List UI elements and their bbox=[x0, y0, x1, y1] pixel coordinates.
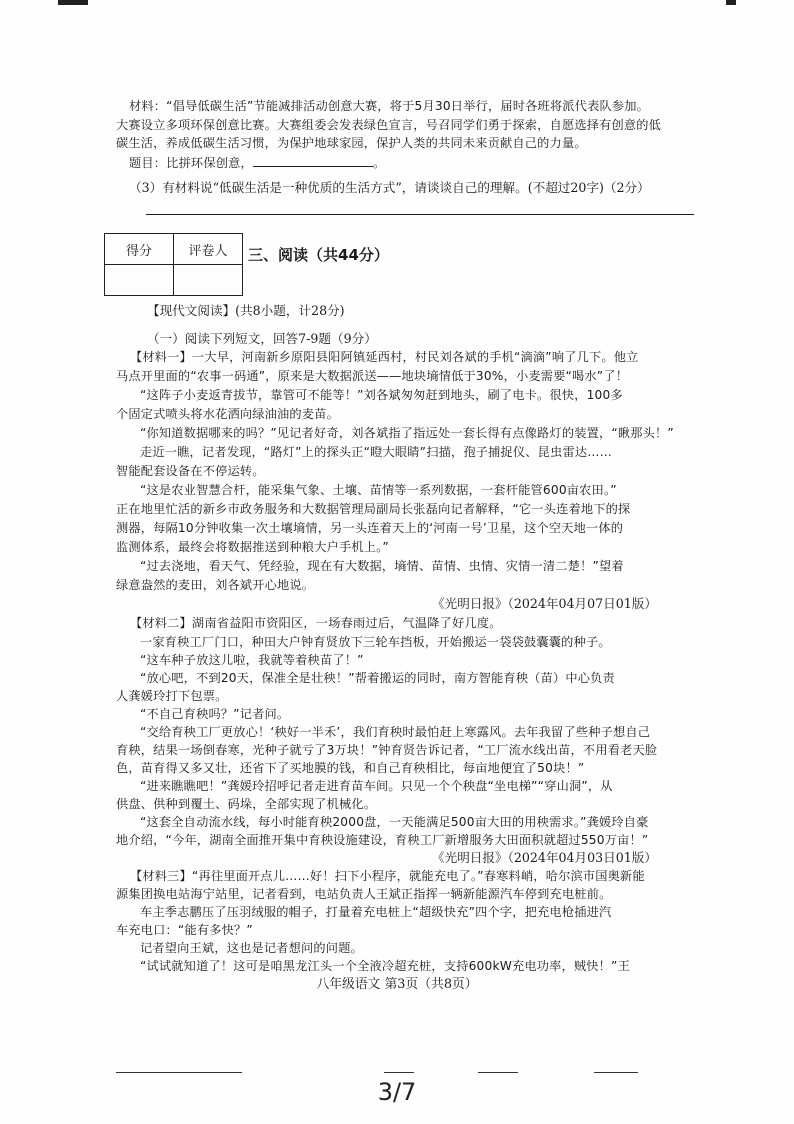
modern-reading-heading: 【现代文阅读】(共8小题，计28分) bbox=[147, 303, 345, 318]
passage-line: 马点开里面的“农事一码通”，原来是大数据派送——地块墒情低于30%，小麦需要“喝水”了！ bbox=[116, 369, 629, 383]
passage-line: 车充电口：“能有多快？” bbox=[116, 923, 253, 937]
passage-line: 人龚媛玲打下包票。 bbox=[116, 689, 228, 703]
passage-line: “你知道数据哪来的吗？”见记者好奇，刘各斌指了指远处一套长得有点像路灯的装置，“瞅那头！” bbox=[140, 426, 674, 440]
passage-line: “进来瞧瞧吧！”龚媛玲招呼记者走进育苗车间。只见一个个秧盘“坐电梯”“穿山洞”，从 bbox=[140, 779, 613, 793]
passage-line: 正在地里忙活的新乡市政务服务和大数据管理局副局长张磊向记者解释，“它一头连着地下的探 bbox=[116, 502, 631, 516]
source-citation: 《光明日报》（2024年04月03日01版） bbox=[432, 850, 657, 865]
passage-line: 源集团换电站海宁站里，记者看到，电站负责人王斌正指挥一辆新能源汽车停到充电桩前。 bbox=[116, 887, 612, 901]
passage-line: 车主季志鹏压了压羽绒服的帽子，打量着充电桩上“超级快充”四个字，把充电枪插进汽 bbox=[140, 905, 612, 919]
page-footer: 八年级语文 第3页（共8页） bbox=[316, 977, 478, 992]
passage-line: “这阵子小麦返青拔节，靠管可不能等！”刘各斌匆匆赶到地头，刷了电卡。很快，100多 bbox=[140, 388, 623, 402]
passage-line: 色，苗育得又多又壮，还省下了买地膜的钱，和自己育秧相比，每亩地便宜了50块！” bbox=[116, 761, 585, 775]
passage-line: 走近一瞧，记者发现，“路灯”上的探头正“瞪大眼睛”扫描，孢子捕捉仪、昆虫雷达…… bbox=[140, 445, 613, 459]
page-counter: 3/7 bbox=[377, 1078, 417, 1106]
passage-line: “这是农业智慧合杆，能采集气象、土壤、苗情等一系列数据，一套杆能管600亩农田。” bbox=[140, 483, 617, 497]
passage-line: “这套全自动流水线，每小时能育秧2000盘，一天能满足500亩大田的用秧需求。”龚媛玲自豪 bbox=[140, 815, 649, 829]
scan-mark bbox=[58, 0, 88, 5]
passage-line: 育秧，结果一场倒春寒，光种子就亏了3万块！”钟育贤告诉记者，“工厂流水线出苗，不用看老天脸 bbox=[116, 743, 658, 757]
score-table bbox=[104, 233, 243, 296]
passage-line: 测器，每隔10分钟收集一次土壤墒情，另一头连着天上的‘河南一号’卫星，这个空天地一体的 bbox=[116, 521, 624, 535]
passage-line: “这车种子放这儿啦，我就等着秧苗了！” bbox=[140, 653, 364, 667]
intro-line: 材料：“倡导低碳生活”节能减排活动创意大赛，将于5月30日举行，届时各班将派代表队参加。 bbox=[129, 99, 650, 113]
part-one-heading: （一）阅读下列短文，回答7-9题（9分） bbox=[147, 331, 377, 346]
score-cell[interactable] bbox=[105, 265, 174, 296]
passage-line: “过去浇地，看天气、凭经验，现在有大数据，墒情、苗情、虫情、灾情一清二楚！”望着 bbox=[140, 559, 624, 573]
topic-answer-blank[interactable] bbox=[253, 154, 373, 167]
grader-cell[interactable] bbox=[174, 265, 243, 296]
intro-line: 大赛设立多项环保创意比赛。大赛组委会发表绿色宣言，号召同学们勇于探索，自愿选择有创意的低 bbox=[116, 118, 662, 132]
passage-line: 【材料一】一大早，河南新乡原阳县阳阿镇延西村，村民刘各斌的手机“滴滴”响了几下。他立 bbox=[130, 350, 639, 364]
topic-prefix: 题目：比拼环保创意， bbox=[129, 156, 253, 170]
intro-line: 碳生活，养成低碳生活习惯，为保护地球家园，保护人类的共同未来贡献自己的力量。 bbox=[116, 136, 587, 150]
topic-line bbox=[129, 154, 385, 171]
passage-line: “试试就知道了！这可是咱黑龙江头一个全液冷超充桩，支持600kW充电功率，贼快！”王 bbox=[140, 959, 630, 973]
passage-line: 一家育秧工厂门口，种田大户钟育贤放下三轮车挡板，开始搬运一袋袋鼓囊囊的种子。 bbox=[140, 635, 611, 649]
passage-line: 【材料三】“再往里面开点儿……好！扫下小程序，就能充电了。”春寒料峭，哈尔滨市国奥新能 bbox=[130, 869, 645, 883]
bottom-rule bbox=[478, 1072, 518, 1073]
passage-line: 监测体系，最终会将数据推送到种粮大户手机上。” bbox=[116, 540, 389, 554]
passage-line: “交给育秧工厂更放心！‘秧好一半禾’，我们育秧时最怕赶上寒露风。去年我留了些种子想自己 bbox=[140, 725, 651, 739]
bottom-rule bbox=[594, 1072, 638, 1073]
passage-line: “不自己育秧吗？”记者问。 bbox=[140, 707, 290, 721]
source-citation: 《光明日报》（2024年04月07日01版） bbox=[432, 596, 657, 611]
passage-line: “放心吧，不到20天，保准全是壮秧！”帮着搬运的同时，南方智能育秧（苗）中心负责 bbox=[140, 671, 615, 685]
topic-suffix: 。 bbox=[372, 156, 386, 170]
question-3: （3）有材料说“低碳生活是一种优质的生活方式”，请谈谈自己的理解。(不超过20字)（2分） bbox=[129, 180, 650, 195]
section-title: 三、阅读（共44分） bbox=[248, 246, 389, 264]
passage-line: 智能配套设备在不停运转。 bbox=[116, 464, 265, 478]
answer-line[interactable] bbox=[146, 214, 694, 215]
passage-line: 供盘、供种到覆土、码垛，全部实现了机械化。 bbox=[116, 797, 377, 811]
bottom-rule bbox=[384, 1072, 414, 1073]
grader-header: 评卷人 bbox=[174, 234, 243, 265]
score-header: 得分 bbox=[105, 234, 174, 265]
passage-line: 地介绍，“今年，湖南全面推开集中育秧设施建设，育秧工厂新增服务大田面积就超过550万亩！” bbox=[116, 833, 649, 847]
scan-mark bbox=[726, 0, 736, 5]
bottom-rule bbox=[116, 1072, 242, 1073]
passage-line: 绿意盎然的麦田，刘各斌开心地说。 bbox=[116, 578, 315, 592]
passage-line: 记者望向王斌，这也是记者想问的问题。 bbox=[140, 941, 363, 955]
passage-line: 【材料二】湖南省益阳市资阳区，一场春雨过后，气温降了好几度。 bbox=[130, 616, 502, 630]
passage-line: 个固定式喷头将水花洒向绿油油的麦苗。 bbox=[116, 407, 339, 421]
